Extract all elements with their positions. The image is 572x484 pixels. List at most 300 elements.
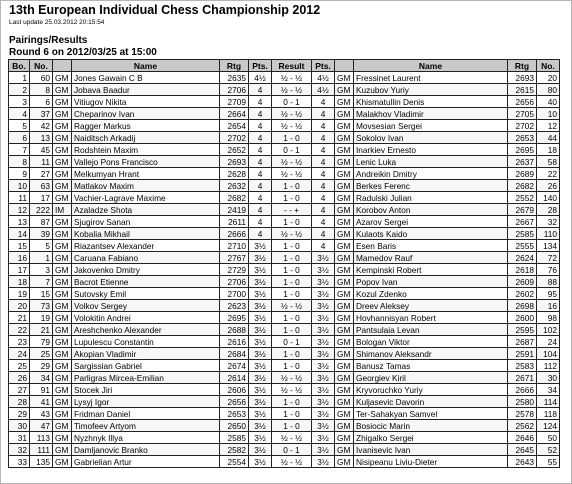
opponent-no: 44 xyxy=(537,132,560,144)
opponent-title: GM xyxy=(335,108,354,120)
col-header-title xyxy=(53,60,72,72)
player-points: 3½ xyxy=(249,324,272,336)
game-result: ½ - ½ xyxy=(272,228,312,240)
table-row xyxy=(9,132,560,144)
opponent-name: Ter-Sahakyan Samvel xyxy=(354,408,508,420)
opponent-name: Andreikin Dmitry xyxy=(354,168,508,180)
opponent-rating: 2656 xyxy=(508,96,537,108)
player-rating: 2582 xyxy=(220,444,249,456)
table-row xyxy=(9,240,560,252)
opponent-name: Mamedov Rauf xyxy=(354,252,508,264)
opponent-no: 18 xyxy=(537,144,560,156)
board-no: 26 xyxy=(9,372,30,384)
player-name: Vachier-Lagrave Maxime xyxy=(72,192,220,204)
player-title: GM xyxy=(53,372,72,384)
player-name: Volkov Sergey xyxy=(72,300,220,312)
player-points: 4 xyxy=(249,216,272,228)
opponent-name: Kulaots Kaido xyxy=(354,228,508,240)
player-name: Kobalia Mikhail xyxy=(72,228,220,240)
opponent-points: 4 xyxy=(312,144,335,156)
opponent-title: GM xyxy=(335,228,354,240)
player-name: Stocek Jiri xyxy=(72,384,220,396)
player-no: 19 xyxy=(30,312,53,324)
table-row xyxy=(9,204,560,216)
opponent-title: GM xyxy=(335,96,354,108)
opponent-title: GM xyxy=(335,324,354,336)
game-result: 0 - 1 xyxy=(272,444,312,456)
opponent-points: 4 xyxy=(312,96,335,108)
player-rating: 2628 xyxy=(220,168,249,180)
opponent-points: 3½ xyxy=(312,360,335,372)
player-rating: 2652 xyxy=(220,144,249,156)
player-title: GM xyxy=(53,144,72,156)
player-title: GM xyxy=(53,360,72,372)
opponent-rating: 2624 xyxy=(508,252,537,264)
player-no: 13 xyxy=(30,132,53,144)
col-header-name-2: Name xyxy=(354,60,508,72)
opponent-no: 34 xyxy=(537,384,560,396)
player-title: GM xyxy=(53,396,72,408)
player-points: 3½ xyxy=(249,348,272,360)
game-result: ½ - ½ xyxy=(272,156,312,168)
board-no: 2 xyxy=(9,84,30,96)
opponent-name: Korobov Anton xyxy=(354,204,508,216)
board-no: 20 xyxy=(9,300,30,312)
player-no: 15 xyxy=(30,288,53,300)
game-result: 0 - 1 xyxy=(272,144,312,156)
table-header-row xyxy=(9,60,560,72)
table-row xyxy=(9,180,560,192)
player-points: 4 xyxy=(249,192,272,204)
table-row xyxy=(9,288,560,300)
player-name: Sutovsky Emil xyxy=(72,288,220,300)
opponent-name: Shimanov Aleksandr xyxy=(354,348,508,360)
player-title: GM xyxy=(53,192,72,204)
opponent-name: Lenic Luka xyxy=(354,156,508,168)
player-rating: 2706 xyxy=(220,276,249,288)
opponent-points: 4 xyxy=(312,228,335,240)
table-row xyxy=(9,216,560,228)
opponent-no: 22 xyxy=(537,168,560,180)
game-result: - - + xyxy=(272,204,312,216)
board-no: 27 xyxy=(9,384,30,396)
opponent-title: GM xyxy=(335,204,354,216)
col-header-rating-2: Rtg xyxy=(508,60,537,72)
opponent-rating: 2679 xyxy=(508,204,537,216)
opponent-no: 104 xyxy=(537,348,560,360)
opponent-points: 3½ xyxy=(312,276,335,288)
game-result: 1 - 0 xyxy=(272,252,312,264)
opponent-no: 10 xyxy=(537,108,560,120)
board-no: 19 xyxy=(9,288,30,300)
opponent-rating: 2687 xyxy=(508,336,537,348)
player-rating: 2623 xyxy=(220,300,249,312)
player-no: 7 xyxy=(30,276,53,288)
board-no: 24 xyxy=(9,348,30,360)
game-result: ½ - ½ xyxy=(272,384,312,396)
opponent-name: Khismatullin Denis xyxy=(354,96,508,108)
opponent-no: 98 xyxy=(537,312,560,324)
board-no: 7 xyxy=(9,144,30,156)
table-row xyxy=(9,456,560,468)
opponent-name: Kuljasevic Davorin xyxy=(354,396,508,408)
opponent-no: 32 xyxy=(537,216,560,228)
player-name: Nyzhnyk Illya xyxy=(72,432,220,444)
col-header-name: Name xyxy=(72,60,220,72)
player-name: Jones Gawain C B xyxy=(72,72,220,84)
table-row xyxy=(9,228,560,240)
player-title: GM xyxy=(53,132,72,144)
opponent-rating: 2580 xyxy=(508,396,537,408)
game-result: 1 - 0 xyxy=(272,180,312,192)
player-rating: 2656 xyxy=(220,396,249,408)
player-rating: 2585 xyxy=(220,432,249,444)
opponent-name: Sokolov Ivan xyxy=(354,132,508,144)
player-no: 27 xyxy=(30,168,53,180)
opponent-points: 3½ xyxy=(312,432,335,444)
player-rating: 2682 xyxy=(220,192,249,204)
player-rating: 2654 xyxy=(220,120,249,132)
player-rating: 2632 xyxy=(220,180,249,192)
player-name: Vallejo Pons Francisco xyxy=(72,156,220,168)
player-name: Areshchenko Alexander xyxy=(72,324,220,336)
player-points: 4 xyxy=(249,228,272,240)
table-row xyxy=(9,360,560,372)
last-update: Last update 25.03.2012 20:15:54 xyxy=(9,19,105,26)
opponent-title: GM xyxy=(335,348,354,360)
table-row xyxy=(9,432,560,444)
player-no: 25 xyxy=(30,348,53,360)
opponent-no: 112 xyxy=(537,360,560,372)
opponent-rating: 2562 xyxy=(508,420,537,432)
player-no: 47 xyxy=(30,420,53,432)
player-title: GM xyxy=(53,384,72,396)
player-points: 3½ xyxy=(249,240,272,252)
opponent-name: Bologan Viktor xyxy=(354,336,508,348)
opponent-title: GM xyxy=(335,276,354,288)
opponent-rating: 2667 xyxy=(508,216,537,228)
player-title: GM xyxy=(53,168,72,180)
opponent-title: GM xyxy=(335,360,354,372)
opponent-name: Fressinet Laurent xyxy=(354,72,508,84)
col-header-rating: Rtg xyxy=(220,60,249,72)
col-header-title-2 xyxy=(335,60,354,72)
table-row xyxy=(9,276,560,288)
opponent-points: 3½ xyxy=(312,456,335,468)
opponent-no: 76 xyxy=(537,264,560,276)
table-row xyxy=(9,444,560,456)
board-no: 5 xyxy=(9,120,30,132)
player-no: 73 xyxy=(30,300,53,312)
player-rating: 2419 xyxy=(220,204,249,216)
player-name: Akopian Vladimir xyxy=(72,348,220,360)
player-title: GM xyxy=(53,216,72,228)
opponent-no: 95 xyxy=(537,288,560,300)
player-name: Lysyj Igor xyxy=(72,396,220,408)
player-points: 3½ xyxy=(249,336,272,348)
opponent-points: 3½ xyxy=(312,408,335,420)
game-result: 1 - 0 xyxy=(272,216,312,228)
opponent-name: Bosiocic Marin xyxy=(354,420,508,432)
player-no: 39 xyxy=(30,228,53,240)
table-row xyxy=(9,324,560,336)
table-row xyxy=(9,84,560,96)
board-no: 28 xyxy=(9,396,30,408)
opponent-title: GM xyxy=(335,132,354,144)
game-result: 1 - 0 xyxy=(272,276,312,288)
player-title: GM xyxy=(53,324,72,336)
opponent-points: 4 xyxy=(312,192,335,204)
player-name: Gabrielian Artur xyxy=(72,456,220,468)
opponent-rating: 2705 xyxy=(508,108,537,120)
board-no: 11 xyxy=(9,192,30,204)
player-no: 11 xyxy=(30,156,53,168)
player-no: 222 xyxy=(30,204,53,216)
board-no: 15 xyxy=(9,240,30,252)
board-no: 12 xyxy=(9,204,30,216)
game-result: 1 - 0 xyxy=(272,288,312,300)
table-row xyxy=(9,300,560,312)
opponent-title: GM xyxy=(335,444,354,456)
opponent-name: Nisipeanu Liviu-Dieter xyxy=(354,456,508,468)
opponent-points: 3½ xyxy=(312,312,335,324)
player-points: 3½ xyxy=(249,264,272,276)
player-points: 3½ xyxy=(249,252,272,264)
opponent-no: 118 xyxy=(537,408,560,420)
opponent-rating: 2653 xyxy=(508,132,537,144)
player-rating: 2653 xyxy=(220,408,249,420)
pairings-table xyxy=(8,59,560,468)
table-row xyxy=(9,252,560,264)
player-title: GM xyxy=(53,240,72,252)
opponent-title: GM xyxy=(335,156,354,168)
player-title: GM xyxy=(53,252,72,264)
player-rating: 2616 xyxy=(220,336,249,348)
opponent-title: GM xyxy=(335,372,354,384)
player-rating: 2693 xyxy=(220,156,249,168)
game-result: 1 - 0 xyxy=(272,264,312,276)
player-no: 34 xyxy=(30,372,53,384)
player-points: 4 xyxy=(249,168,272,180)
table-row xyxy=(9,348,560,360)
player-no: 135 xyxy=(30,456,53,468)
player-no: 1 xyxy=(30,252,53,264)
table-row xyxy=(9,312,560,324)
player-title: GM xyxy=(53,300,72,312)
opponent-rating: 2591 xyxy=(508,348,537,360)
opponent-points: 3½ xyxy=(312,420,335,432)
col-header-no-2: No. xyxy=(537,60,560,72)
player-rating: 2554 xyxy=(220,456,249,468)
game-result: 1 - 0 xyxy=(272,396,312,408)
game-result: 0 - 1 xyxy=(272,336,312,348)
opponent-points: 3½ xyxy=(312,396,335,408)
opponent-no: 114 xyxy=(537,396,560,408)
player-name: Cheparinov Ivan xyxy=(72,108,220,120)
table-row xyxy=(9,108,560,120)
player-points: 3½ xyxy=(249,288,272,300)
opponent-no: 50 xyxy=(537,432,560,444)
opponent-name: Esen Baris xyxy=(354,240,508,252)
opponent-no: 88 xyxy=(537,276,560,288)
player-points: 4 xyxy=(249,84,272,96)
player-no: 6 xyxy=(30,96,53,108)
opponent-no: 40 xyxy=(537,96,560,108)
opponent-title: GM xyxy=(335,216,354,228)
player-name: Melkumyan Hrant xyxy=(72,168,220,180)
col-header-result: Result xyxy=(272,60,312,72)
table-row xyxy=(9,192,560,204)
player-rating: 2702 xyxy=(220,132,249,144)
opponent-name: Malakhov Vladimir xyxy=(354,108,508,120)
player-name: Lupulescu Constantin xyxy=(72,336,220,348)
col-header-board: Bo. xyxy=(9,60,30,72)
board-no: 32 xyxy=(9,444,30,456)
player-no: 63 xyxy=(30,180,53,192)
player-name: Jakovenko Dmitry xyxy=(72,264,220,276)
opponent-name: Radulski Julian xyxy=(354,192,508,204)
opponent-rating: 2643 xyxy=(508,456,537,468)
col-header-points: Pts. xyxy=(249,60,272,72)
opponent-points: 4 xyxy=(312,240,335,252)
opponent-points: 4 xyxy=(312,156,335,168)
player-title: GM xyxy=(53,156,72,168)
opponent-points: 4 xyxy=(312,204,335,216)
player-no: 29 xyxy=(30,360,53,372)
opponent-name: Kryvoruchko Yuriy xyxy=(354,384,508,396)
opponent-rating: 2666 xyxy=(508,384,537,396)
opponent-rating: 2689 xyxy=(508,168,537,180)
board-no: 25 xyxy=(9,360,30,372)
opponent-rating: 2682 xyxy=(508,180,537,192)
player-name: Sargissian Gabriel xyxy=(72,360,220,372)
page-title: 13th European Individual Chess Championship 2012 xyxy=(9,3,321,17)
opponent-points: 4 xyxy=(312,168,335,180)
opponent-title: GM xyxy=(335,408,354,420)
player-rating: 2709 xyxy=(220,96,249,108)
player-name: Fridman Daniel xyxy=(72,408,220,420)
player-name: Riazantsev Alexander xyxy=(72,240,220,252)
player-rating: 2729 xyxy=(220,264,249,276)
game-result: ½ - ½ xyxy=(272,72,312,84)
board-no: 6 xyxy=(9,132,30,144)
opponent-no: 28 xyxy=(537,204,560,216)
opponent-name: Banusz Tamas xyxy=(354,360,508,372)
opponent-points: 4 xyxy=(312,216,335,228)
board-no: 10 xyxy=(9,180,30,192)
board-no: 33 xyxy=(9,456,30,468)
player-no: 113 xyxy=(30,432,53,444)
opponent-rating: 2695 xyxy=(508,144,537,156)
opponent-points: 3½ xyxy=(312,252,335,264)
board-no: 17 xyxy=(9,264,30,276)
player-name: Matlakov Maxim xyxy=(72,180,220,192)
game-result: 1 - 0 xyxy=(272,240,312,252)
game-result: 1 - 0 xyxy=(272,132,312,144)
player-title: GM xyxy=(53,408,72,420)
player-no: 111 xyxy=(30,444,53,456)
opponent-rating: 2637 xyxy=(508,156,537,168)
opponent-title: GM xyxy=(335,72,354,84)
table-row xyxy=(9,144,560,156)
opponent-rating: 2555 xyxy=(508,240,537,252)
player-title: GM xyxy=(53,348,72,360)
board-no: 21 xyxy=(9,312,30,324)
table-row xyxy=(9,156,560,168)
player-points: 4 xyxy=(249,132,272,144)
player-no: 79 xyxy=(30,336,53,348)
player-no: 17 xyxy=(30,192,53,204)
game-result: 1 - 0 xyxy=(272,324,312,336)
board-no: 30 xyxy=(9,420,30,432)
game-result: 1 - 0 xyxy=(272,312,312,324)
player-rating: 2666 xyxy=(220,228,249,240)
opponent-no: 20 xyxy=(537,72,560,84)
player-points: 3½ xyxy=(249,396,272,408)
opponent-points: 4½ xyxy=(312,84,335,96)
player-rating: 2684 xyxy=(220,348,249,360)
player-title: GM xyxy=(53,336,72,348)
col-header-points-2: Pts. xyxy=(312,60,335,72)
opponent-rating: 2595 xyxy=(508,324,537,336)
player-rating: 2688 xyxy=(220,324,249,336)
player-no: 8 xyxy=(30,84,53,96)
opponent-name: Dreev Aleksey xyxy=(354,300,508,312)
opponent-title: GM xyxy=(335,120,354,132)
player-name: Damljanovic Branko xyxy=(72,444,220,456)
opponent-name: Kempinski Robert xyxy=(354,264,508,276)
opponent-points: 3½ xyxy=(312,348,335,360)
opponent-rating: 2618 xyxy=(508,264,537,276)
board-no: 13 xyxy=(9,216,30,228)
opponent-points: 4 xyxy=(312,120,335,132)
player-rating: 2695 xyxy=(220,312,249,324)
opponent-points: 3½ xyxy=(312,264,335,276)
board-no: 9 xyxy=(9,168,30,180)
table-row xyxy=(9,408,560,420)
game-result: 0 - 1 xyxy=(272,96,312,108)
opponent-rating: 2552 xyxy=(508,192,537,204)
player-title: GM xyxy=(53,288,72,300)
player-title: GM xyxy=(53,228,72,240)
opponent-rating: 2645 xyxy=(508,444,537,456)
opponent-no: 102 xyxy=(537,324,560,336)
opponent-title: GM xyxy=(335,384,354,396)
opponent-no: 12 xyxy=(537,120,560,132)
opponent-name: Kozul Zdenko xyxy=(354,288,508,300)
player-no: 42 xyxy=(30,120,53,132)
opponent-rating: 2585 xyxy=(508,228,537,240)
table-row xyxy=(9,72,560,84)
game-result: 1 - 0 xyxy=(272,360,312,372)
player-points: 3½ xyxy=(249,300,272,312)
game-result: ½ - ½ xyxy=(272,84,312,96)
opponent-no: 72 xyxy=(537,252,560,264)
section-heading: Pairings/Results xyxy=(9,35,88,46)
opponent-points: 3½ xyxy=(312,444,335,456)
table-row xyxy=(9,96,560,108)
board-no: 18 xyxy=(9,276,30,288)
player-no: 5 xyxy=(30,240,53,252)
player-no: 45 xyxy=(30,144,53,156)
opponent-title: GM xyxy=(335,192,354,204)
player-title: GM xyxy=(53,108,72,120)
player-rating: 2635 xyxy=(220,72,249,84)
table-row xyxy=(9,372,560,384)
opponent-title: GM xyxy=(335,300,354,312)
opponent-title: GM xyxy=(335,456,354,468)
player-no: 41 xyxy=(30,396,53,408)
